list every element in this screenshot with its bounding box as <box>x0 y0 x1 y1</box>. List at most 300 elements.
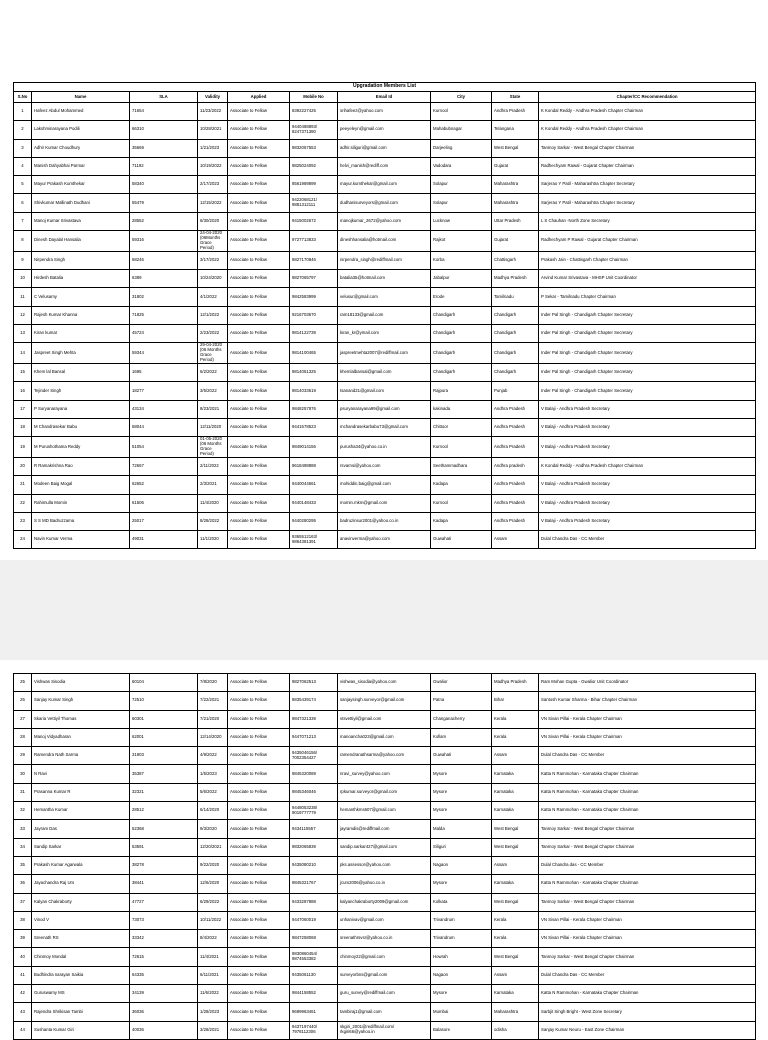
cell-validity: 7/22/2021 <box>198 692 228 710</box>
table-row <box>14 288 756 306</box>
cell-name: Manoj Vidyadharan <box>32 728 130 746</box>
cell-sno: 25 <box>14 674 32 692</box>
cell-applied: Associate to Fellow <box>228 437 290 458</box>
cell-recommendation: VN Sivan Pillai - Kerala Chapter Chairman <box>539 930 756 948</box>
page-gap <box>0 560 768 660</box>
cell-recommendation: V Balaji - Andhra Pradesh Secretary <box>539 512 756 530</box>
cell-sla: 25017 <box>130 512 198 530</box>
cell-city: Solapur <box>431 194 492 212</box>
cell-city: Mysore <box>431 783 492 801</box>
cell-applied: Associate to Fellow <box>228 930 290 948</box>
cell-sla: 38278 <box>130 856 198 874</box>
cell-email: nirpendra_singh@rediffmail.com <box>338 251 431 269</box>
cell-email: momin.mkm@gmail.com <box>338 494 431 512</box>
cell-sno: 13 <box>14 325 32 343</box>
cell-validity: 12/15/2022 <box>198 194 228 212</box>
cell-mobile: 9814122739 <box>290 325 338 343</box>
cell-state: Maharashtra <box>492 1003 539 1021</box>
cell-validity: 3/28/2021 <box>198 1021 228 1039</box>
cell-recommendation: Radhechyam Rawal - Gujarat Chapter Chairman <box>539 157 756 175</box>
cell-recommendation: Dulal Chandra Das - CC Member <box>539 966 756 984</box>
cell-email: pks.assessor@yahoo.com <box>338 856 431 874</box>
cell-sno: 28 <box>14 728 32 746</box>
cell-state: Assam <box>492 531 539 549</box>
cell-validity: 7/21/2020 <box>198 710 228 728</box>
cell-recommendation: K Kondal Reddy - Andhra Pradesh Chapter Chairman <box>539 121 756 139</box>
table-row <box>14 494 756 512</box>
cell-applied: Associate to Fellow <box>228 838 290 856</box>
cell-sla: 72510 <box>130 692 198 710</box>
cell-state: Andhra pradesh <box>492 458 539 476</box>
cell-validity: 6/30/2020 <box>198 212 228 230</box>
cell-sla: 40036 <box>130 1021 198 1039</box>
cell-applied: Associate to Fellow <box>228 728 290 746</box>
cell-sla: 31903 <box>130 747 198 765</box>
cell-name: Sreenath RS <box>32 930 130 948</box>
cell-recommendation: Katta N Rammohan - Karnataka Chapter Chairman <box>539 783 756 801</box>
cell-state: Karnataka <box>492 875 539 893</box>
cell-state: Chattisgarh <box>492 251 539 269</box>
cell-city: kakinada <box>431 400 492 418</box>
cell-state: Karnataka <box>492 783 539 801</box>
table-row <box>14 692 756 710</box>
cell-state: Andhra Pradesh <box>492 494 539 512</box>
cell-sno: 2 <box>14 121 32 139</box>
cell-validity: 11/6/2022 <box>198 985 228 1003</box>
table-row <box>14 476 756 494</box>
column-header-validity: Validity <box>198 92 228 103</box>
cell-applied: Associate to Fellow <box>228 674 290 692</box>
cell-sla: 45724 <box>130 325 198 343</box>
cell-sno: 41 <box>14 966 32 984</box>
cell-email: surveyorbns@gmail.com <box>338 966 431 984</box>
cell-mobile: 9832067553 <box>290 139 338 157</box>
cell-recommendation: K Kondal Reddy - Andhra Pradesh Chapter Chairman <box>539 458 756 476</box>
table-row <box>14 930 756 948</box>
cell-city: Korba <box>431 251 492 269</box>
cell-recommendation: Tanmoy Sarkar - West Bengal Chapter Chairman <box>539 838 756 856</box>
cell-state: West Bengal <box>492 820 539 838</box>
cell-email: anavinverma@yahoo.com <box>338 531 431 549</box>
cell-sla: 1695 <box>130 364 198 382</box>
cell-validity: 7/8/2020 <box>198 674 228 692</box>
table-row <box>14 674 756 692</box>
cell-validity: 6/29/2022 <box>198 893 228 911</box>
cell-state: Assam <box>492 966 539 984</box>
cell-recommendation: Inder Pal Singh - Chandigarh Chapter Secretary <box>539 382 756 400</box>
cell-applied: Associate to Fellow <box>228 139 290 157</box>
table-row <box>14 893 756 911</box>
cell-mobile: 9365512163/ 9864381391 <box>290 531 338 549</box>
cell-name: N Ravi <box>32 765 130 783</box>
cell-name: Jayachandra Raj Urs <box>32 875 130 893</box>
cell-email: tambiraj1@gmail.com <box>338 1003 431 1021</box>
table-row <box>14 121 756 139</box>
column-header-state: State <box>492 92 539 103</box>
cell-recommendation: Sanjay Kumar Neuru - East Zone Chairman <box>539 1021 756 1039</box>
table-row <box>14 710 756 728</box>
cell-name: P Suryanarayana <box>32 400 130 418</box>
cell-recommendation: V Balaji - Andhra Pradesh Secretary <box>539 476 756 494</box>
cell-email: badruzinsur2001@yahoo.co.in <box>338 512 431 530</box>
cell-city: Mysore <box>431 802 492 820</box>
cell-name: R Ramakrishna Rao <box>32 458 130 476</box>
cell-sno: 44 <box>14 1021 32 1039</box>
cell-sla: 47727 <box>130 893 198 911</box>
cell-sla: 31802 <box>130 288 198 306</box>
cell-state: Uttar Pradesh <box>492 212 539 230</box>
cell-recommendation: Santosh Kumar Sharma - Bihar Chapter Chairman <box>539 692 756 710</box>
cell-sla: 68246 <box>130 251 198 269</box>
cell-name: Manish Dahyabhai Parmar <box>32 157 130 175</box>
cell-state: Chandigarh <box>492 306 539 324</box>
cell-mobile: 9814033619 <box>290 382 338 400</box>
cell-mobile: 9216703670 <box>290 306 338 324</box>
cell-name: Rajendra Shrikisan Tambi <box>32 1003 130 1021</box>
cell-city: Patna <box>431 692 492 710</box>
table-row <box>14 948 756 966</box>
cell-mobile: 9832065839 <box>290 838 338 856</box>
table-row <box>14 270 756 288</box>
cell-applied: Associate to Fellow <box>228 270 290 288</box>
cell-email: dudhanisurveyors@gmail.com <box>338 194 431 212</box>
cell-sno: 33 <box>14 820 32 838</box>
cell-applied: Associate to Fellow <box>228 985 290 1003</box>
cell-validity: 2/23/2022 <box>198 325 228 343</box>
cell-recommendation: V Balaji - Andhra Pradesh Secretary <box>539 400 756 418</box>
cell-validity: 24-04-2020 (06Months Grace Period) <box>198 231 228 252</box>
cell-recommendation: VN Sivan Pillai - Kerala Chapter Chairman <box>539 911 756 929</box>
cell-name: Kiran kumar <box>32 325 130 343</box>
cell-name: S S MD Badruzzama <box>32 512 130 530</box>
cell-state: West Bengal <box>492 838 539 856</box>
cell-sno: 22 <box>14 494 32 512</box>
cell-applied: Associate to Fellow <box>228 802 290 820</box>
cell-validity: 11/4/2021 <box>198 948 228 966</box>
cell-sno: 32 <box>14 802 32 820</box>
cell-recommendation: Inder Pal Singh - Chandigarh Chapter Secretary <box>539 343 756 364</box>
cell-applied: Associate to Fellow <box>228 1021 290 1039</box>
cell-applied: Associate to Fellow <box>228 747 290 765</box>
cell-name: Guruswamy MS <box>32 985 130 1003</box>
cell-email: srihafeez@yahoo.com <box>338 103 431 121</box>
cell-recommendation: VN Sivan Pillai - Kerala Chapter Chairman <box>539 728 756 746</box>
cell-sno: 12 <box>14 306 32 324</box>
cell-state: Chandigarh <box>492 364 539 382</box>
cell-validity: 01-05-2020 (06 Months Grace Period) <box>198 437 228 458</box>
cell-city: Kurnool <box>431 103 492 121</box>
table-row <box>14 802 756 820</box>
cell-city: Kadapa <box>431 476 492 494</box>
cell-sla: 49031 <box>130 531 198 549</box>
cell-state: Andhra Pradesh <box>492 476 539 494</box>
table-row <box>14 343 756 364</box>
cell-city: Chandigarh <box>431 343 492 364</box>
cell-sno: 20 <box>14 458 32 476</box>
cell-applied: Associate to Fellow <box>228 966 290 984</box>
cell-validity: 10/24/2020 <box>198 270 228 288</box>
cell-city: Trivandrum <box>431 911 492 929</box>
cell-name: Budhindra narayan Saikia <box>32 966 130 984</box>
table-row <box>14 856 756 874</box>
cell-city: Lucknow <box>431 212 492 230</box>
cell-validity: 6/11/2021 <box>198 966 228 984</box>
cell-applied: Associate to Fellow <box>228 710 290 728</box>
cell-name: Jaspreet Singh Mehta <box>32 343 130 364</box>
cell-sno: 21 <box>14 476 32 494</box>
cell-city: Trivandrum <box>431 930 492 948</box>
table-row <box>14 728 756 746</box>
cell-validity: 3/17/2022 <box>198 251 228 269</box>
cell-city: Guwahati <box>431 747 492 765</box>
cell-email: vtsvettiyil@gmail.com <box>338 710 431 728</box>
cell-email: rsvarnsi@yahoo.com <box>338 458 431 476</box>
cell-applied: Associate to Fellow <box>228 194 290 212</box>
cell-email: sanjaysingh.surveyor@gmail.com <box>338 692 431 710</box>
cell-name: Nirpendra Singh <box>32 251 130 269</box>
cell-state: Madhya Pradesh <box>492 674 539 692</box>
cell-sla: 58044 <box>130 418 198 436</box>
cell-applied: Associate to Fellow <box>228 531 290 549</box>
table-row <box>14 418 756 436</box>
cell-applied: Associate to Fellow <box>228 212 290 230</box>
cell-city: Kollam <box>431 728 492 746</box>
cell-city: Howrah <box>431 948 492 966</box>
cell-recommendation: V Balaji - Andhra Pradesh Secretary <box>539 494 756 512</box>
cell-mobile: 9447060019 <box>290 911 338 929</box>
cell-city: Chandigarh <box>431 325 492 343</box>
cell-sno: 18 <box>14 418 32 436</box>
cell-sla: 38441 <box>130 875 198 893</box>
cell-sla: 71825 <box>130 306 198 324</box>
cell-validity: 29-04-2020 (06 Months Grace Period) <box>198 343 228 364</box>
cell-sla: 51054 <box>130 437 198 458</box>
cell-name: Mayur Prakash Kumthekar <box>32 176 130 194</box>
cell-state: Chandigarh <box>492 343 539 364</box>
cell-state: Karnataka <box>492 985 539 1003</box>
cell-state: Kerala <box>492 710 539 728</box>
table-row <box>14 437 756 458</box>
cell-state: Andhra Pradesh <box>492 400 539 418</box>
table-row <box>14 325 756 343</box>
cell-mobile: 9440280295 <box>290 512 338 530</box>
cell-sno: 3 <box>14 139 32 157</box>
cell-state: Madhya Pradesh <box>492 270 539 288</box>
cell-email: velusur@gmail.com <box>338 288 431 306</box>
cell-city: Kadapa <box>431 512 492 530</box>
cell-validity: 11/4/2020 <box>198 494 228 512</box>
table-row <box>14 139 756 157</box>
cell-city: Seethammadhara <box>431 458 492 476</box>
cell-sno: 26 <box>14 692 32 710</box>
cell-mobile: 9825024092 <box>290 157 338 175</box>
cell-recommendation: Katta N Rammohan - Karnataka Chapter Chairman <box>539 765 756 783</box>
cell-state: odisha <box>492 1021 539 1039</box>
cell-city: Chandigarh <box>431 364 492 382</box>
cell-mobile: 9440044661 <box>290 476 338 494</box>
cell-email: dineshhansalia@hotmail.com <box>338 231 431 252</box>
cell-recommendation: Katta N Rammohan - Karnataka Chapter Chairman <box>539 802 756 820</box>
cell-validity: 6/14/2020 <box>198 802 228 820</box>
cell-validity: 10/11/2022 <box>198 911 228 929</box>
cell-email: purusha34@yahoo.co.in <box>338 437 431 458</box>
cell-state: Assam <box>492 856 539 874</box>
cell-mobile: 8392227425 <box>290 103 338 121</box>
cell-state: Chandigarh <box>492 325 539 343</box>
cell-state: Andhra Pradesh <box>492 103 539 121</box>
cell-state: Kerala <box>492 911 539 929</box>
table-row <box>14 875 756 893</box>
table-header-row <box>14 92 756 103</box>
cell-city: Mahabubnagar <box>431 121 492 139</box>
cell-validity: 12/6/2020 <box>198 875 228 893</box>
cell-sla: 34139 <box>130 985 198 1003</box>
cell-recommendation: Sarjerao Y Patil - Maharashtra Chapter Secretary <box>539 194 756 212</box>
cell-sno: 43 <box>14 1003 32 1021</box>
cell-validity: 4/1/2022 <box>198 288 228 306</box>
cell-sla: 53591 <box>130 838 198 856</box>
cell-sno: 10 <box>14 270 32 288</box>
cell-email: kalyanchakraborty2009@gmail.com <box>338 893 431 911</box>
cell-applied: Associate to Fellow <box>228 692 290 710</box>
cell-sla: 28552 <box>130 212 198 230</box>
cell-email: jcurs2006@yahoo.co.in <box>338 875 431 893</box>
cell-applied: Associate to Fellow <box>228 157 290 175</box>
cell-sno: 24 <box>14 531 32 549</box>
cell-name: Rajesh Kumar Khanna <box>32 306 130 324</box>
cell-mobile: 9844158552 <box>290 985 338 1003</box>
cell-mobile: 9847258068 <box>290 930 338 948</box>
cell-name: Navin Kumar Verma <box>32 531 130 549</box>
cell-email: mohiddin.baig@gmail.com <box>338 476 431 494</box>
column-header-city: City <box>431 92 492 103</box>
cell-recommendation: V Balaji - Andhra Pradesh Secretary <box>539 437 756 458</box>
cell-applied: Associate to Fellow <box>228 251 290 269</box>
cell-applied: Associate to Fellow <box>228 343 290 364</box>
table-row <box>14 985 756 1003</box>
cell-validity: 2/3/2021 <box>198 476 228 494</box>
cell-validity: 12/1/2022 <box>198 306 228 324</box>
cell-mobile: 8835439174 <box>290 692 338 710</box>
cell-mobile: 9830860454/ 9874553382 <box>290 948 338 966</box>
cell-city: Rajkot <box>431 231 492 252</box>
cell-sla: 59316 <box>130 231 198 252</box>
cell-email: mayur.kumthekar@gmail.com <box>338 176 431 194</box>
cell-email: batalia35@hotmail.com <box>338 270 431 288</box>
cell-email: tsanand21@gmail.com <box>338 382 431 400</box>
cell-validity: 1/21/2023 <box>198 139 228 157</box>
cell-state: Andhra Pradesh <box>492 512 539 530</box>
cell-name: Sushanta Kumar Giri <box>32 1021 130 1039</box>
cell-sla: 32321 <box>130 783 198 801</box>
cell-sno: 16 <box>14 382 32 400</box>
cell-mobile: 8561989899 <box>290 176 338 194</box>
cell-name: Khem lal Bansal <box>32 364 130 382</box>
cell-applied: Associate to Fellow <box>228 325 290 343</box>
cell-validity: 8/28/2022 <box>198 512 228 530</box>
cell-city: Rajpura <box>431 382 492 400</box>
cell-name: Rahimulla Momin <box>32 494 130 512</box>
cell-email: ramendranathsarma@yahoo.com <box>338 747 431 765</box>
cell-city: Kurnool <box>431 494 492 512</box>
cell-city: Mysore <box>431 875 492 893</box>
cell-sno: 39 <box>14 930 32 948</box>
cell-name: C Velusamy <box>32 288 130 306</box>
cell-name: Adhir Kumar Choudhury <box>32 139 130 157</box>
cell-name: Modeen Baig Mogal <box>32 476 130 494</box>
cell-city: Guwahati <box>431 531 492 549</box>
cell-state: Karnataka <box>492 765 539 783</box>
cell-sno: 38 <box>14 911 32 929</box>
cell-sla: 28512 <box>130 802 198 820</box>
cell-state: Karnataka <box>492 802 539 820</box>
cell-applied: Associate to Fellow <box>228 856 290 874</box>
column-header-sno: S.No <box>14 92 32 103</box>
cell-validity: 2/11/2022 <box>198 458 228 476</box>
cell-state: Andhra Pradesh <box>492 437 539 458</box>
cell-mobile: 9842583999 <box>290 288 338 306</box>
cell-sno: 11 <box>14 288 32 306</box>
table-body <box>14 674 756 1040</box>
cell-mobile: 9848257876 <box>290 400 338 418</box>
cell-applied: Associate to Fellow <box>228 288 290 306</box>
cell-email: hemanthkms607@gmail.com <box>338 802 431 820</box>
cell-applied: Associate to Fellow <box>228 400 290 418</box>
cell-mobile: 9440488893/ 8247371380 <box>290 121 338 139</box>
cell-validity: 11/23/2022 <box>198 103 228 121</box>
members-table-page-1 <box>13 82 756 549</box>
cell-mobile: 9433287888 <box>290 893 338 911</box>
cell-mobile: 9440148433 <box>290 494 338 512</box>
cell-mobile: 9827065797 <box>290 270 338 288</box>
cell-mobile: 9447071213 <box>290 728 338 746</box>
table-row <box>14 176 756 194</box>
cell-state: Maharashtra <box>492 176 539 194</box>
cell-validity: 6/2/2022 <box>198 364 228 382</box>
cell-recommendation: V Balaji - Andhra Pradesh Secretary <box>539 418 756 436</box>
cell-name: Tejinder Singh <box>32 382 130 400</box>
cell-state: Kerala <box>492 930 539 948</box>
cell-sno: 30 <box>14 765 32 783</box>
cell-name: Dinesh Dayalal Hansalia <box>32 231 130 252</box>
cell-sla: 36036 <box>130 1003 198 1021</box>
cell-recommendation: Katta N Rammohan - Karnataka Chapter Chairman <box>539 985 756 1003</box>
cell-email: manojkumar_2672@yahoo.com <box>338 212 431 230</box>
cell-mobile: 9814051325 <box>290 364 338 382</box>
cell-city: Malda <box>431 820 492 838</box>
cell-recommendation: Sarjerao Y Patil - Maharashtra Chapter Secretary <box>539 176 756 194</box>
cell-name: Vinod V <box>32 911 130 929</box>
cell-mobile: 9827062513 <box>290 674 338 692</box>
cell-recommendation: Inder Pal Singh - Chandigarh Chapter Secretary <box>539 306 756 324</box>
column-header-email: Email Id <box>338 92 431 103</box>
cell-validity: 1/5/2023 <box>198 765 228 783</box>
cell-name: Kalyan Chakraborty <box>32 893 130 911</box>
cell-mobile: 8827170846 <box>290 251 338 269</box>
cell-sla: 62001 <box>130 728 198 746</box>
cell-email: sreenathrsvsr@yahoo.co.in <box>338 930 431 948</box>
table-body <box>14 103 756 549</box>
cell-applied: Associate to Fellow <box>228 820 290 838</box>
cell-validity: 8/4/2022 <box>198 930 228 948</box>
cell-city: Changanacherry <box>431 710 492 728</box>
cell-sla: 71654 <box>130 103 198 121</box>
cell-applied: Associate to Fellow <box>228 476 290 494</box>
cell-state: Telangana <box>492 121 539 139</box>
cell-city: Mysore <box>431 985 492 1003</box>
cell-city: Solapur <box>431 176 492 194</box>
cell-validity: 9/3/2020 <box>198 820 228 838</box>
